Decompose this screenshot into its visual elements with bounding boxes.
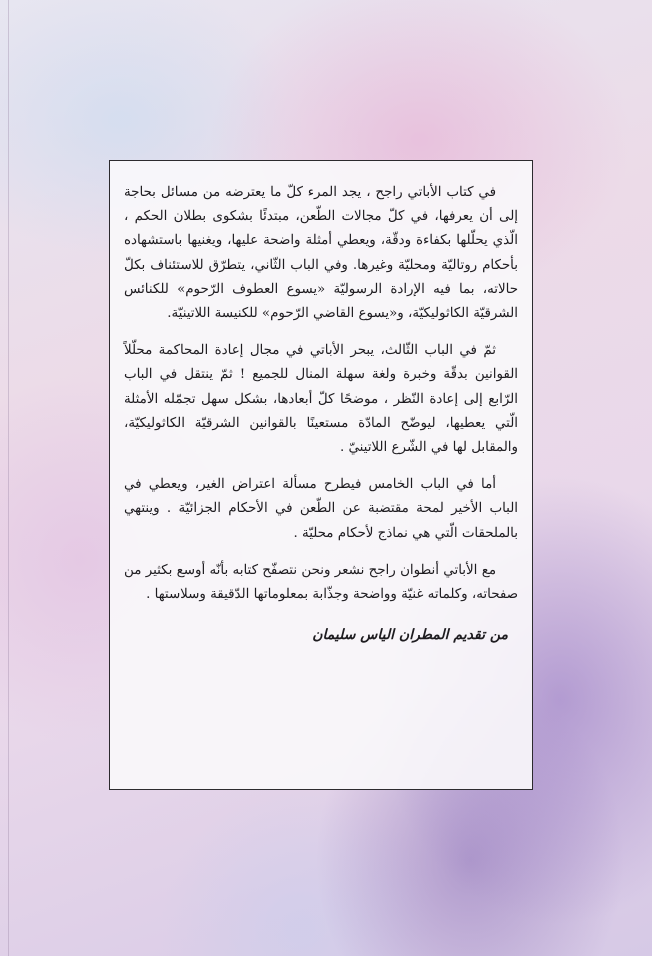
blurb-paragraph-1: في كتاب الأباتي راجح ، يجد المرء كلّ ما يعترضه من مسائل بحاجة إلى أن يعرفها، في كلّ مجالات الطّعن، مبتدئًا بشكوى بطلان الحكم ، الّذي يحلّلها بكفاءة ودقّة، ويعطي أمثلة واضحة عليها، ويغنيها باستشهاده بأحكام روتاليّة ومحليّة وغيرها. وفي الباب الثّاني، يتطرّق للاستئناف بكلّ حالاته، بما فيه الإرادة الرسوليّة «يسوع العطوف الرّحوم» للكنائس الشرقيّة الكاثوليكيّة، و«يسوع القاضي الرّحوم» للكنيسة اللاتينيّة. xyxy=(124,185,518,322)
blurb-paragraph-4: مع الأباتي أنطوان راجح نشعر ونحن نتصفّح كتابه بأنّه أوسع بكثير من صفحاته، وكلماته غنيّة وواضحة وجذّابة بمعلوماتها الدّقيقة وسلاستها . xyxy=(124,562,518,603)
spine-fold-line xyxy=(8,0,9,956)
blurb-paragraph-3: أما في الباب الخامس فيطرح مسألة اعتراض الغير، ويعطي في الباب الأخير لمحة مقتضبة عن الطّعن في الأحكام الجزائيّة . وينتهي بالملحقات الّتي هي نماذج لأحكام محليّة . xyxy=(124,477,518,541)
blurb-text-panel xyxy=(109,160,533,790)
blurb-paragraph-2: ثمّ في الباب الثّالث، يبحر الأباتي في مجال إعادة المحاكمة محلّلاً القوانين بدقّة وخبرة ولغة سهلة المنال للجميع ! ثمّ ينتقل في الباب الرّابع إلى إعادة النّظر ، موضحًا كلّ أبعادها، بشكل سهل تجمّله الأمثلة الّتي يعطيها، ليوضّح المادّة مستعينًا بالقوانين الشرقيّة الكاثوليكيّة، والمقابل لها في الشّرع اللاتينيّ . xyxy=(124,343,518,456)
blurb-attribution: من تقديم المطران الياس سليمان xyxy=(312,627,508,644)
